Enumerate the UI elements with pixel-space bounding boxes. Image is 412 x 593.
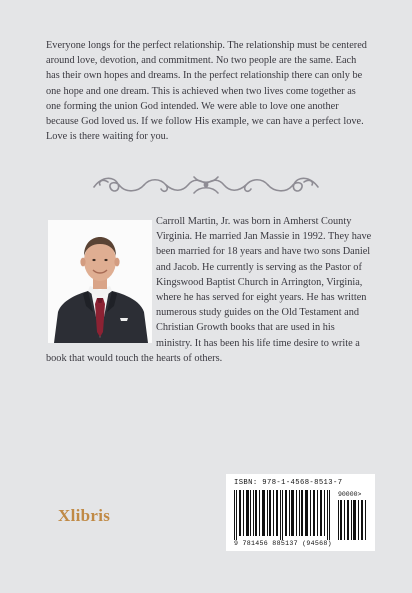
barcode-digits: 9 781456 885137 (94568) <box>234 540 332 547</box>
ornamental-divider <box>90 170 322 200</box>
publisher-logo: Xlibris <box>58 506 111 525</box>
back-cover-blurb: Everyone longs for the perfect relationship. The relationship must be centered around love, devotion, and commitment. No two people are the same. Each has their own hopes and dreams. In the perfect relationship there can only be one hope and one dream. This is achieved when two lives come together as one forming the union God intended. We were able to love one another because God loved us. If we follow His example, we can have a perfect love. Love is there waiting for you. <box>46 40 367 143</box>
main-barcode-bars <box>234 490 334 540</box>
photo-spacer <box>46 214 156 350</box>
author-bio-text: Carroll Martin, Jr. was born in Amherst County Virginia. He married Jan Massie in 1992. They have been married for 18 years and have two sons Daniel and Jacob. He currently is serving as the Pastor of Kingswood Baptist Church in Arrington, Virginia, where he has served for eight years. He has written numerous study guides on the Old Testament and Christian Growth books that are used in his ministry. It has been his life time desire to write a book that would touch the hearts of others. <box>46 216 372 364</box>
price-code: 90000> <box>338 491 362 498</box>
author-bio <box>46 214 372 366</box>
isbn-barcode <box>226 474 375 551</box>
isbn-label: ISBN: 978-1-4568-8513-7 <box>234 479 343 487</box>
addon-barcode-bars <box>338 500 368 540</box>
